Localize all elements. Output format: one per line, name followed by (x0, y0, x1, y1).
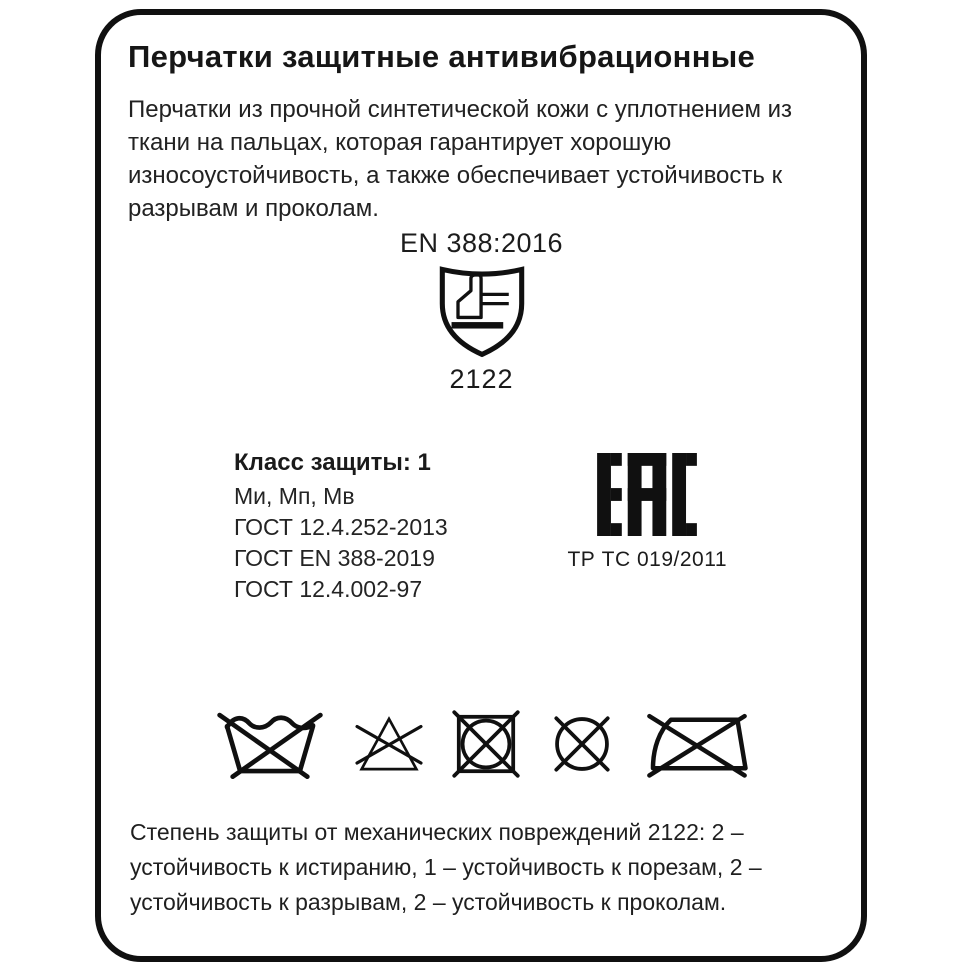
certification-block (567, 447, 727, 572)
protection-class-block (234, 447, 448, 605)
product-label-card (95, 9, 867, 962)
page-title: Перчатки защитные антивибрационные (128, 39, 756, 74)
do-not-tumble-dry-icon (452, 710, 520, 778)
protection-info-row (128, 447, 835, 605)
en-standard-rating: 2122 (449, 364, 514, 394)
product-description: Перчатки из прочной синтетической кожи с уплотнением из ткани на пальцах, которая гарантирует хорошую износоустойчивость, а также обеспечивает устойчивость к разрывам и проколам. (128, 96, 793, 222)
do-not-bleach-icon (354, 713, 424, 775)
en-standard-label: EN 388:2016 (399, 228, 564, 258)
eac-conformity-mark-icon (597, 453, 697, 536)
protection-codes: Ми, Мп, Мв (234, 483, 355, 509)
gost-item: ГОСТ 12.4.252-2013 (234, 514, 448, 540)
do-not-dry-clean-icon (548, 710, 616, 778)
en-standard-block (128, 227, 835, 395)
protection-degree-footnote: Степень защиты от механических повреждений 2122: 2 – устойчивость к истиранию, 1 – устойчивость к порезам, 2 – устойчивость к разрывам, 2 – устойчивость к проколам. (130, 819, 762, 915)
gost-item: ГОСТ EN 388-2019 (234, 545, 435, 571)
do-not-wash-icon (214, 707, 326, 781)
en388-mechanical-risks-shield-icon (128, 263, 835, 359)
protection-class-label: Класс защиты: 1 (234, 449, 431, 476)
do-not-iron-icon (644, 707, 750, 781)
regulation-label: ТР ТС 019/2011 (567, 548, 727, 571)
gost-item: ГОСТ 12.4.002-97 (234, 576, 423, 602)
care-symbols-row (128, 707, 835, 781)
